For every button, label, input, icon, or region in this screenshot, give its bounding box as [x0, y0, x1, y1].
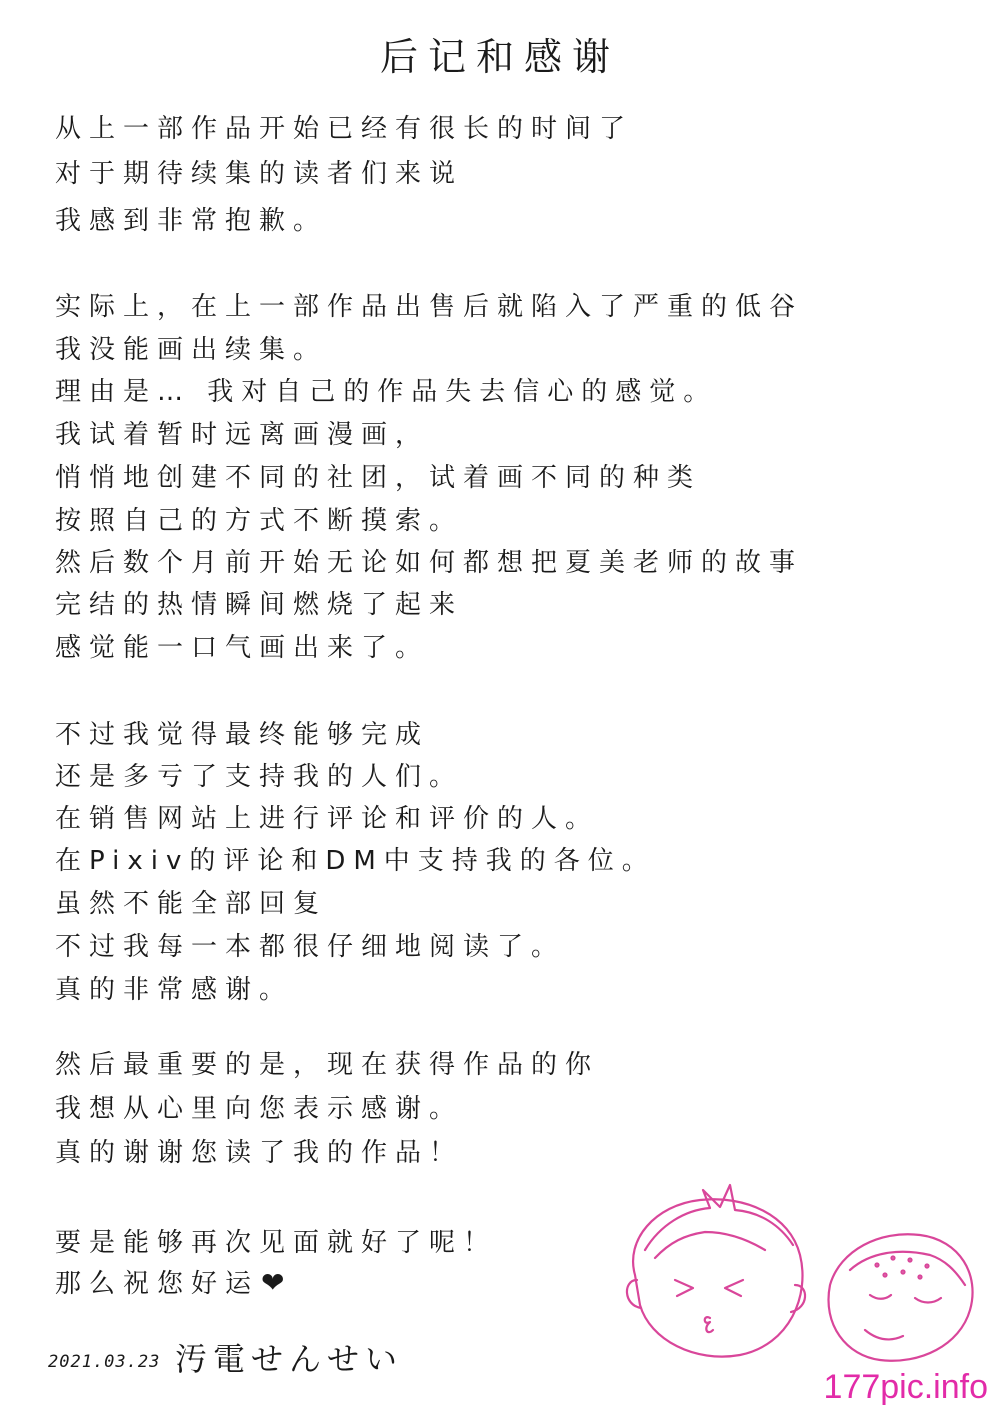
date: 2021.03.23: [48, 1352, 161, 1372]
text-line: 我没能画出续集。: [55, 335, 328, 365]
text-line: 我想从心里向您表示感谢。: [55, 1094, 464, 1124]
signature: 汚電せんせい: [175, 1340, 404, 1378]
text-line: 真的非常感谢。: [55, 975, 294, 1005]
text-line: 实际上，在上一部作品出售后就陷入了严重的低谷: [55, 292, 804, 322]
text-line: 在Pixiv的评论和DM中支持我的各位。: [55, 846, 656, 876]
text-line: 要是能够再次见面就好了呢！: [55, 1228, 498, 1258]
text-line: 虽然不能全部回复: [55, 889, 328, 919]
text-line: 按照自己的方式不断摸索。: [55, 506, 464, 536]
text-line: 在销售网站上进行评论和评价的人。: [55, 804, 600, 834]
text-line: 对于期待续集的读者们来说: [55, 159, 464, 189]
text-line: 不过我每一本都很仔细地阅读了。: [55, 932, 566, 962]
text-line: 真的谢谢您读了我的作品！: [55, 1138, 464, 1168]
closing-line: [55, 1266, 284, 1301]
text-line: 然后数个月前开始无论如何都想把夏美老师的故事: [55, 548, 804, 578]
watermark: 177pic.info: [820, 1368, 992, 1407]
character-faces-doodle-icon: [615, 1180, 985, 1380]
text-line: 那么祝您好运: [55, 1269, 260, 1299]
text-line: 我试着暂时远离画漫画，: [55, 420, 430, 450]
text-line: 我感到非常抱歉。: [55, 206, 328, 236]
page-title: 后记和感谢: [379, 35, 620, 79]
text-line: 完结的热情瞬间燃烧了起来: [55, 590, 464, 620]
text-line: 悄悄地创建不同的社团，试着画不同的种类: [55, 463, 702, 493]
text-line: 理由是… 我对自己的作品失去信心的感觉。: [55, 377, 718, 407]
text-line: 从上一部作品开始已经有很长的时间了: [55, 114, 634, 144]
text-line: 不过我觉得最终能够完成: [55, 720, 430, 750]
text-line: 然后最重要的是，现在获得作品的你: [55, 1050, 600, 1080]
text-line: 感觉能一口气画出来了。: [55, 633, 430, 663]
heart-icon: ❤: [261, 1266, 285, 1299]
text-line: 还是多亏了支持我的人们。: [55, 762, 464, 792]
